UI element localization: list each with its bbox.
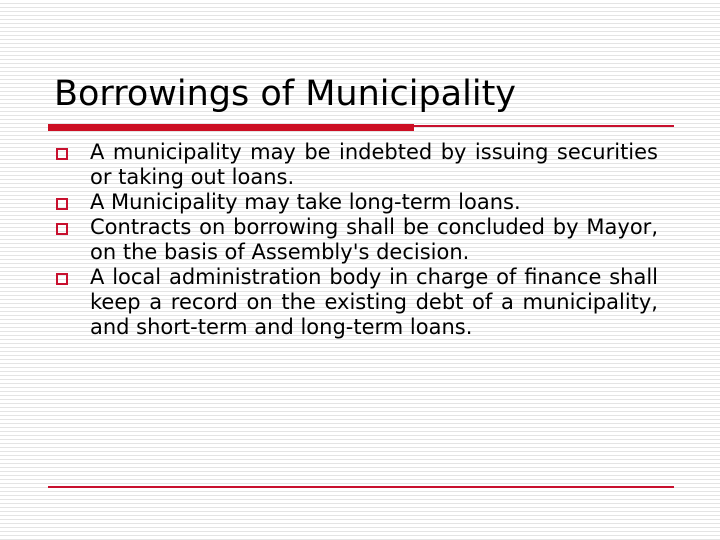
bullet-text: A municipality may be indebted by issuing securities or taking out loans. [90, 140, 658, 189]
footer-divider [48, 486, 674, 488]
slide-title: Borrowings of Municipality [54, 74, 517, 114]
bullet-text: A local administration body in charge of finance shall keep a record on the existing debt of a municipality, and short-term and long-term loans. [90, 265, 658, 339]
square-bullet-icon [56, 198, 68, 210]
bullet-item [56, 140, 658, 190]
title-underline-thin [414, 125, 674, 127]
bullet-item [56, 215, 658, 265]
square-bullet-icon [56, 273, 68, 285]
bullet-item [56, 265, 658, 340]
bullet-list [56, 140, 658, 340]
bullet-item [56, 190, 658, 215]
title-underline-accent [48, 124, 414, 131]
bullet-text: A Municipality may take long-term loans. [90, 190, 521, 214]
square-bullet-icon [56, 148, 68, 160]
bullet-text: Contracts on borrowing shall be concluded by Mayor, on the basis of Assembly's decision. [90, 215, 658, 264]
square-bullet-icon [56, 223, 68, 235]
